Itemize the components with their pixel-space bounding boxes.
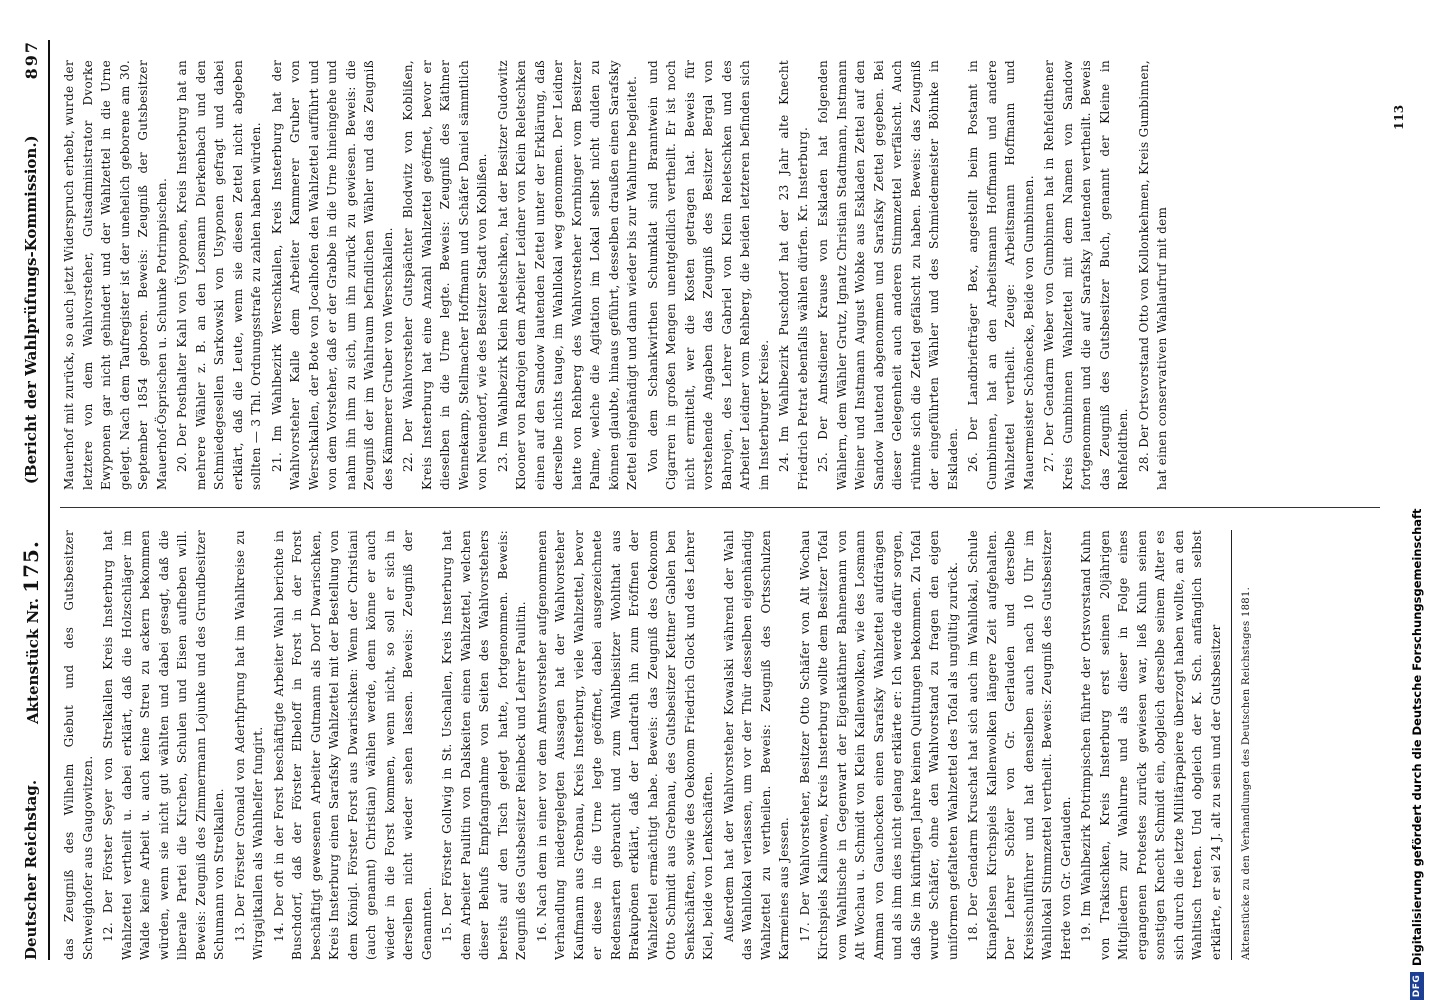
left-column (60, 530, 1380, 960)
column-divider (60, 507, 1380, 508)
publication-title: Deutscher Reichstag. (22, 779, 40, 960)
document-number: 175. (19, 540, 43, 593)
paragraph: 28. Der Ortsvorstand Otto von Kollonkehmen, Kreis Gumbinnen, hat einen conservativen Wahlaufruf mit dem (1136, 60, 1169, 490)
footnote: Aktenstücke zu den Verhandlungen des Deutschen Reichstages 1881. (1241, 586, 1252, 960)
paragraph: 21. Im Wahlbezirk Werschkallen, Kreis Insterburg hat der Wahlvorsteher Kalle dem Arbeiter Kammerer Gruber von Werschkallen, der Bote von Jocalhofen den Wahlzettel aufführt und von dem Vorsteher, daß er der Grabbe in die Urne hineingehe und nahm ihn ihm zu sich, um ihn zurück zu gewiesen. Beweis: die Zeugniß der im Wahlraum befindlichen Wähler und das Zeugniß des Kämmerer Gruber von Werschkallen. (269, 60, 395, 490)
footnote-rule (1231, 530, 1232, 960)
paragraph: 17. Der Wahlvorsteher, Besitzer Otto Schäfer von Alt Wochau Kirchspiels Kalinowen, Kreis Insterburg wollte dem Besitzer Tofal vom Wahltische in Gegenwart der Eigenkäthner Bahnemann von Alt Wochau u. Schmidt von Klein Kallenwolken, wie des Losmann Amman von Gauchocken einen Sarafsky Wahlzettel aufdrängen und als ihm dies nicht gelang erklärte er: Ich werde dafür sorgen, daß Sie im künftigen Jahre keinen Quittungen bekommen. Zu Tofal wurde Schäfer, ohne den Wahlvorstand zu fragen den eigen uniformen gefalteten Wahlzettel des Tofal als ungültig zurück. (797, 530, 960, 960)
page-number: 897 (21, 40, 41, 80)
paragraph: Außerdem hat der Wahlvorsteher Kowalski während der Wahl das Wahllokal verlassen, um vor der Thür desselben eigenhändig Wahlzettel zu vertheilen. Beweis: Zeugniß des Ortsschulzen Karmeines aus Jessen. (721, 530, 791, 960)
paragraph: 22. Der Wahlvorsteher Gutspächter Blodwitz von Koblißen, Kreis Insterburg hat eine Anzahl Wahlzettel geöffnet, bevor er dieselben in die Urne legte. Beweis: Zeugniß des Käthner Wennekamp, Stellmacher Hoffmann und Schäfer Daniel sämmtlich von Neuendorf, wie des Besitzer Stadt von Koblißen. (401, 60, 489, 490)
paragraph: Mauerhof mit zurück, so auch jetzt Widerspruch erhebt, wurde der letztere von dem Wahlvorsteher, Gutsadministrator Dvorke Ewyponen gar nicht gehindert und der Wahlzettel in die Urne gelegt. Nach dem Taufregister ist der unehelich geborene am 30. September 1854 geboren. Beweis: Zeugniß der Gutsbesitzer Mauerhof-Ösprischen u. Schunke Potrimpischen. (62, 60, 169, 490)
digitization-credit (1408, 0, 1426, 1000)
right-column (60, 60, 1380, 490)
paragraph: 23. Im Wahlbezirk Klein Reletschken, hat der Besitzer Gudowitz Klooner von Radrojen dem Arbeiter Leidner von Klein Reletschken einen auf den Sandow lautenden Zettel unter der Erklärung, daß derselbe nichts tauge, im Wahllokal weg genommen. Der Leidner hatte von Rehberg des Wahlvorsteher Kornbinger vom Besitzer Palme, welche die Agitation im Lokal selbst nicht dulden zu können glaubte, hinaus geführt, desselben draußen einen Sarafsky Zettel eingehändigt und dann wieder bis zur Wahlurne begleitet. (495, 60, 639, 490)
document-number-line (19, 540, 43, 724)
paragraph: 19. Im Wahlbezirk Potrimpischen führte der Ortsvorstand Kuhn von Trakischken, Kreis Insterburg erst seinen 20jährigen Mitgliedern zur Wahlurne und als dieser in Folge eines ergangenen Protestes zurück gewiesen war, ließ Kuhn seinen sonstigen Knecht Schmidt ein, obgleich derselbe seinem Alter es sich durch die letzte Militärpapiere überzogt haben wollte, an den Wahltisch treten. Und obgleich der K. Sch. anfänglich selbst erklärte, er sei 24 J. alt zu sein und der Gutsbesitzer (1079, 530, 1223, 960)
signature-mark: 113 (1392, 104, 1406, 130)
paragraph: 16. Nach dem in einer vor dem Amtsvorsteher aufgenommenen Verhandlung niedergelegten Aussagen hat der Wahlvorsteher Kaufmann aus Grebnau, Kreis Insterburg, viele Wahlzettel, bevor er diese in die Urne legte geöffnet, dabei ausgezeichnete Redensarten gebraucht und zum Wahlbeisitzer Wohlthat aus Brakupönen erklärt, daß der Landrath ihn zum Eröffnen der Wahlzettel ermächtigt habe. Beweis: das Zeugniß des Oekonom Otto Schmidt aus Grebnau, des Gutsbesitzer Kettner Gablen ben Senkschäften, sowie des Oekonom Friedrich Glock und des Lehrer Kiel, beide von Lenkschäften. (534, 530, 715, 960)
commission-label: (Bericht der Wahlprüfungs-Kommission.) (22, 135, 40, 485)
paragraph: 12. Der Förster Seyer von Strelkallen Kreis Insterburg hat Wahlzettel vertheilt u. dabei erklärt, daß die Holzschläger im Walde keine Arbeit u. auch keine Streu zu ackern bekommen würden, wenn sie nicht gut wählten und dabei gesagt, daß die liberale Partei die Kirchen, Schulen und Eisen aufheben will. Beweis: Zeugniß des Zimmermann Lojunke und des Grundbesitzer Schumann von Strelkallen. (101, 530, 226, 960)
paragraph: 26. Der Landbriefträger Bex, angestellt beim Postamt in Gumbinnen, hat an den Arbeitsmann Hoffmann und andere Wahlzettel vertheilt. Zeuge: Arbeitsmann Hoffmann und Mauermeister Schönecke, Beide von Gumbinnen. (966, 60, 1036, 490)
paragraph: 27. Der Gendarm Weber von Gumbinnen hat in Rehfeldthener Kreis Gumbinnen Wahlzettel mit dem Namen von Sandow fortgenommen und die auf Sarafsky lautenden vertheilt. Beweis das Zeugniß des Gutsbesitzer Buch, genannt der Kleine in Rehfeldthen. (1042, 60, 1130, 490)
paragraph: 25. Der Amtsdiener Krause von Eskladen hat folgenden Wählern, dem Wähler Grutz, Ignatz Christian Stadtmann, Instmann Weiner und Instmann August Wobke aus Eskladen Zettel auf den Sandow lautend abgenommen und Sarafsky Zettel gegeben. Bei dieser Gelegenheit auch anderen Stimmzettel verfälscht. Auch rühmte sich die Zettel gefälscht zu haben. Beweis: das Zeugniß der eingeführten Wähler und des Schmiedemeister Böhnke in Eskladen. (816, 60, 960, 490)
paragraph: das Zeugniß des Wilhelm Giebut und des Gutsbesitzer Schweighofer aus Gaugowitzen. (62, 530, 95, 960)
page-header (14, 40, 50, 960)
paragraph: 15. Der Förster Gollwig in St. Uschallen, Kreis Insterburg hat dem Arbeiter Paulitin von Dalskeiten einen Wahlzettel, welchen dieser Behufs Empfangnahme von Seiten des Wahlvorstehers bereits auf den Tisch gelegt hatte, fortgenommen. Beweis: Zeugniß des Gutsbesitzer Reinbeck und Lehrer Paulitin. (440, 530, 528, 960)
credit-text: Digitalisierung gefördert durch die Deutsche Forschungsgemeinschaft (1410, 508, 1424, 966)
paragraph: 14. Der oft in der Forst beschäftigte Arbeiter Wahl berichte in Buschdorf, daß der Förster Elbeloff in Forst in der Forst beschäftigt gewesenen Arbeiter Gutmann als Dorf Dwarischken, Kreis Insterburg einen Sarafsky Wahlzettel mit der Bestellung von dem Königl. Förster Forst aus Dwarischken: Wenn der Christiani (auch genannt) Christian) wählen werde, denn könne er auch wieder in die Forst kommen, wenn nicht, so soll er sich in derselben nicht wieder sehen lassen. Beweis: Zeugniß der Genannten. (271, 530, 434, 960)
dfg-logo-icon: DFG (1410, 972, 1424, 1000)
paragraph: 24. Im Wahlbezirk Puschdorf hat der 23 Jahr alte Knecht Friedrich Petrat ebenfalls wählen dürfen. Kr. Insterburg. (777, 60, 810, 490)
paragraph: 13. Der Förster Gronald von Aderhfprung hat im Wahlkreise zu Wirgajtkallen als Wahlhelfer fungirt. (232, 530, 265, 960)
paragraph: Von dem Schankwirthen Schumklat sind Branntwein und Cigarren in großen Mengen unentgeldlich vertheilt. Er ist noch nicht ermittelt, wer die Kosten getragen hat. Beweis für vorstehende Angaben das Zeugniß des Besitzer Bergal von Bahrojen, des Lehrer Gabriel von Klein Reletschken und des Arbeiter Leidner vom Rehberg, die beiden letzteren befinden sich im Insterburger Kreise. (645, 60, 771, 490)
paragraph: 20. Der Posthalter Kahl von Üsyponen, Kreis Insterburg hat an mehrere Wähler z. B. an den Losmann Dierkenbach und den Schmiedegesellen Sarkowski von Usyponen gefragt und dabei erklärt, daß die Leute, wenn sie diesen Zettel nicht abgeben sollten — 3 Thl. Ordnungsstrafe zu zahlen haben würden. (175, 60, 263, 490)
document-label: Aktenstück Nr. (24, 598, 42, 724)
paragraph: 18. Der Gendarm Kruschat hat sich auch im Wahllokal, Schule Kinapfelsen Kirchspiels Kallenwolken längere Zeit aufgehalten. Der Lehrer Schöler von Gr. Gerlauden und derselbe Kreisschulführer und hat denselben auch nach 10 Uhr im Wahllokal Stimmzettel vertheilt. Beweis: Zeugniß des Gutsbesitzer Herde von Gr. Gerlauden. (966, 530, 1073, 960)
